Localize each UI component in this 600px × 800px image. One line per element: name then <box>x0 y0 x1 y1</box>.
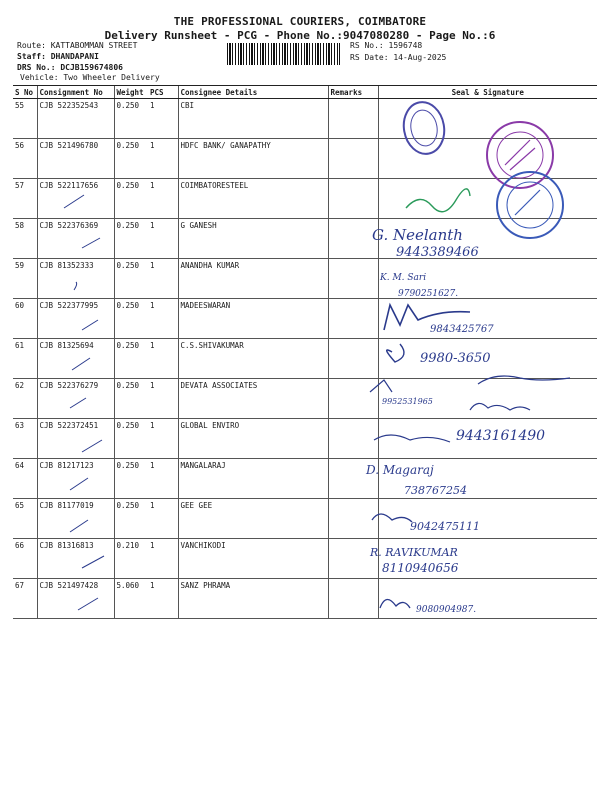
row-remarks <box>328 219 378 259</box>
runsheet-table <box>13 85 597 619</box>
row-seal <box>378 99 597 139</box>
row-seal <box>378 179 597 219</box>
row-consignee: GLOBAL ENVIRO <box>178 419 328 459</box>
drs-number: DRS No.: DCJB159674806 <box>17 63 123 72</box>
sig-60-phone: 9843425767 <box>430 324 494 335</box>
row-consignee: COIMBATORESTEEL <box>178 179 328 219</box>
vehicle-label: Vehicle: Two Wheeler Delivery <box>20 73 160 82</box>
row-seal <box>378 259 597 299</box>
company-title: THE PROFESSIONAL COURIERS, COIMBATORE <box>173 15 427 28</box>
sig-59-name: K. M. Sari <box>380 273 427 283</box>
row-seal <box>378 499 597 539</box>
col-weight: Weight <box>114 86 148 99</box>
row-sno: 61 <box>13 339 37 379</box>
row-remarks <box>328 499 378 539</box>
row-seal <box>378 339 597 379</box>
row-pcs: 1 <box>148 99 178 139</box>
row-consignment: CJB 522352543 <box>37 99 114 139</box>
row-pcs: 1 <box>148 499 178 539</box>
staff-label: Staff: DHANDAPANI <box>17 52 99 61</box>
barcode <box>227 43 340 65</box>
row-pcs: 1 <box>148 139 178 179</box>
row-pcs: 1 <box>148 219 178 259</box>
col-consignment: Consignment No <box>37 86 114 99</box>
row-sno: 64 <box>13 459 37 499</box>
row-remarks <box>328 419 378 459</box>
table-row <box>13 379 597 419</box>
row-weight: 5.060 <box>114 579 148 619</box>
row-remarks <box>328 179 378 219</box>
row-seal <box>378 299 597 339</box>
row-remarks <box>328 299 378 339</box>
row-remarks <box>328 339 378 379</box>
row-consignment: CJB 522376279 <box>37 379 114 419</box>
table-row <box>13 259 597 299</box>
sig-59-phone: 9790251627. <box>398 289 459 299</box>
col-remarks: Remarks <box>328 86 378 99</box>
sig-58-name: G. Neelanth <box>372 226 463 244</box>
sig-66-phone: 8110940656 <box>382 561 459 575</box>
row-sno: 59 <box>13 259 37 299</box>
row-weight: 0.250 <box>114 299 148 339</box>
row-consignee: ANANDHA KUMAR <box>178 259 328 299</box>
table-row <box>13 299 597 339</box>
table-row <box>13 419 597 459</box>
row-consignment: CJB 81352333 <box>37 259 114 299</box>
row-consignee: SANZ PHRAMA <box>178 579 328 619</box>
row-weight: 0.250 <box>114 219 148 259</box>
row-pcs: 1 <box>148 259 178 299</box>
row-consignment: CJB 81177019 <box>37 499 114 539</box>
row-sno: 63 <box>13 419 37 459</box>
row-consignee: MADEESWARAN <box>178 299 328 339</box>
row-pcs: 1 <box>148 299 178 339</box>
row-weight: 0.250 <box>114 459 148 499</box>
row-sno: 66 <box>13 539 37 579</box>
table-row <box>13 139 597 179</box>
col-seal-signature: Seal & Signature <box>378 86 597 99</box>
row-seal <box>378 539 597 579</box>
table-row <box>13 339 597 379</box>
col-consignee: Consignee Details <box>178 86 328 99</box>
row-weight: 0.210 <box>114 539 148 579</box>
sig-63-phone: 9443161490 <box>456 428 546 444</box>
rs-number: RS No.: 1596748 <box>350 41 423 50</box>
row-seal <box>378 419 597 459</box>
row-pcs: 1 <box>148 379 178 419</box>
row-consignment: CJB 521497428 <box>37 579 114 619</box>
row-consignee: GEE GEE <box>178 499 328 539</box>
row-consignee: C.S.SHIVAKUMAR <box>178 339 328 379</box>
row-sno: 55 <box>13 99 37 139</box>
row-remarks <box>328 579 378 619</box>
row-consignment: CJB 522372451 <box>37 419 114 459</box>
sig-67-phone: 9080904987. <box>416 605 477 615</box>
sig-64-name: D. Magaraj <box>366 463 434 477</box>
row-sno: 60 <box>13 299 37 339</box>
row-remarks <box>328 379 378 419</box>
row-weight: 0.250 <box>114 259 148 299</box>
row-pcs: 1 <box>148 339 178 379</box>
row-sno: 65 <box>13 499 37 539</box>
row-weight: 0.250 <box>114 179 148 219</box>
table-row <box>13 219 597 259</box>
table-header-row <box>13 86 597 99</box>
runsheet-title: Delivery Runsheet - PCG - Phone No.:9047080280 - Page No.:6 <box>104 29 496 42</box>
sig-58-phone: 9443389466 <box>396 245 479 260</box>
row-pcs: 1 <box>148 579 178 619</box>
sig-62-phone: 9952531965 <box>382 397 433 406</box>
sig-66-name: R. RAVIKUMAR <box>370 546 458 559</box>
row-sno: 56 <box>13 139 37 179</box>
row-weight: 0.250 <box>114 339 148 379</box>
row-seal <box>378 459 597 499</box>
row-seal <box>378 219 597 259</box>
row-pcs: 1 <box>148 179 178 219</box>
row-consignment: CJB 522377995 <box>37 299 114 339</box>
row-consignment: CJB 81325694 <box>37 339 114 379</box>
route-label: Route: KATTABOMMAN STREET <box>17 41 138 50</box>
rs-date: RS Date: 14-Aug-2025 <box>350 53 447 62</box>
row-consignee: MANGALARAJ <box>178 459 328 499</box>
row-seal <box>378 379 597 419</box>
row-remarks <box>328 459 378 499</box>
row-pcs: 1 <box>148 459 178 499</box>
row-weight: 0.250 <box>114 499 148 539</box>
col-pcs: PCS <box>148 86 178 99</box>
row-consignment: CJB 81316813 <box>37 539 114 579</box>
row-seal <box>378 139 597 179</box>
row-consignee: VANCHIKODI <box>178 539 328 579</box>
row-consignment: CJB 81217123 <box>37 459 114 499</box>
row-remarks <box>328 539 378 579</box>
row-consignee: DEVATA ASSOCIATES <box>178 379 328 419</box>
table-row <box>13 459 597 499</box>
row-remarks <box>328 139 378 179</box>
row-pcs: 1 <box>148 419 178 459</box>
row-weight: 0.250 <box>114 379 148 419</box>
row-consignee: G GANESH <box>178 219 328 259</box>
row-consignee: CBI <box>178 99 328 139</box>
table-row <box>13 179 597 219</box>
row-consignee: HDFC BANK/ GANAPATHY <box>178 139 328 179</box>
sig-65-phone: 9042475111 <box>410 520 480 533</box>
table-row <box>13 99 597 139</box>
row-weight: 0.250 <box>114 99 148 139</box>
row-pcs: 1 <box>148 539 178 579</box>
row-weight: 0.250 <box>114 139 148 179</box>
table-row <box>13 539 597 579</box>
row-sno: 67 <box>13 579 37 619</box>
sig-64-phone: 738767254 <box>404 484 467 497</box>
col-sno: S No <box>13 86 37 99</box>
row-remarks <box>328 99 378 139</box>
table-row <box>13 499 597 539</box>
row-consignment: CJB 521496780 <box>37 139 114 179</box>
row-weight: 0.250 <box>114 419 148 459</box>
row-seal <box>378 579 597 619</box>
table-row <box>13 579 597 619</box>
row-sno: 58 <box>13 219 37 259</box>
row-remarks <box>328 259 378 299</box>
row-sno: 57 <box>13 179 37 219</box>
sig-61-phone: 9980-3650 <box>420 351 491 366</box>
row-consignment: CJB 522117656 <box>37 179 114 219</box>
row-consignment: CJB 522376369 <box>37 219 114 259</box>
row-sno: 62 <box>13 379 37 419</box>
